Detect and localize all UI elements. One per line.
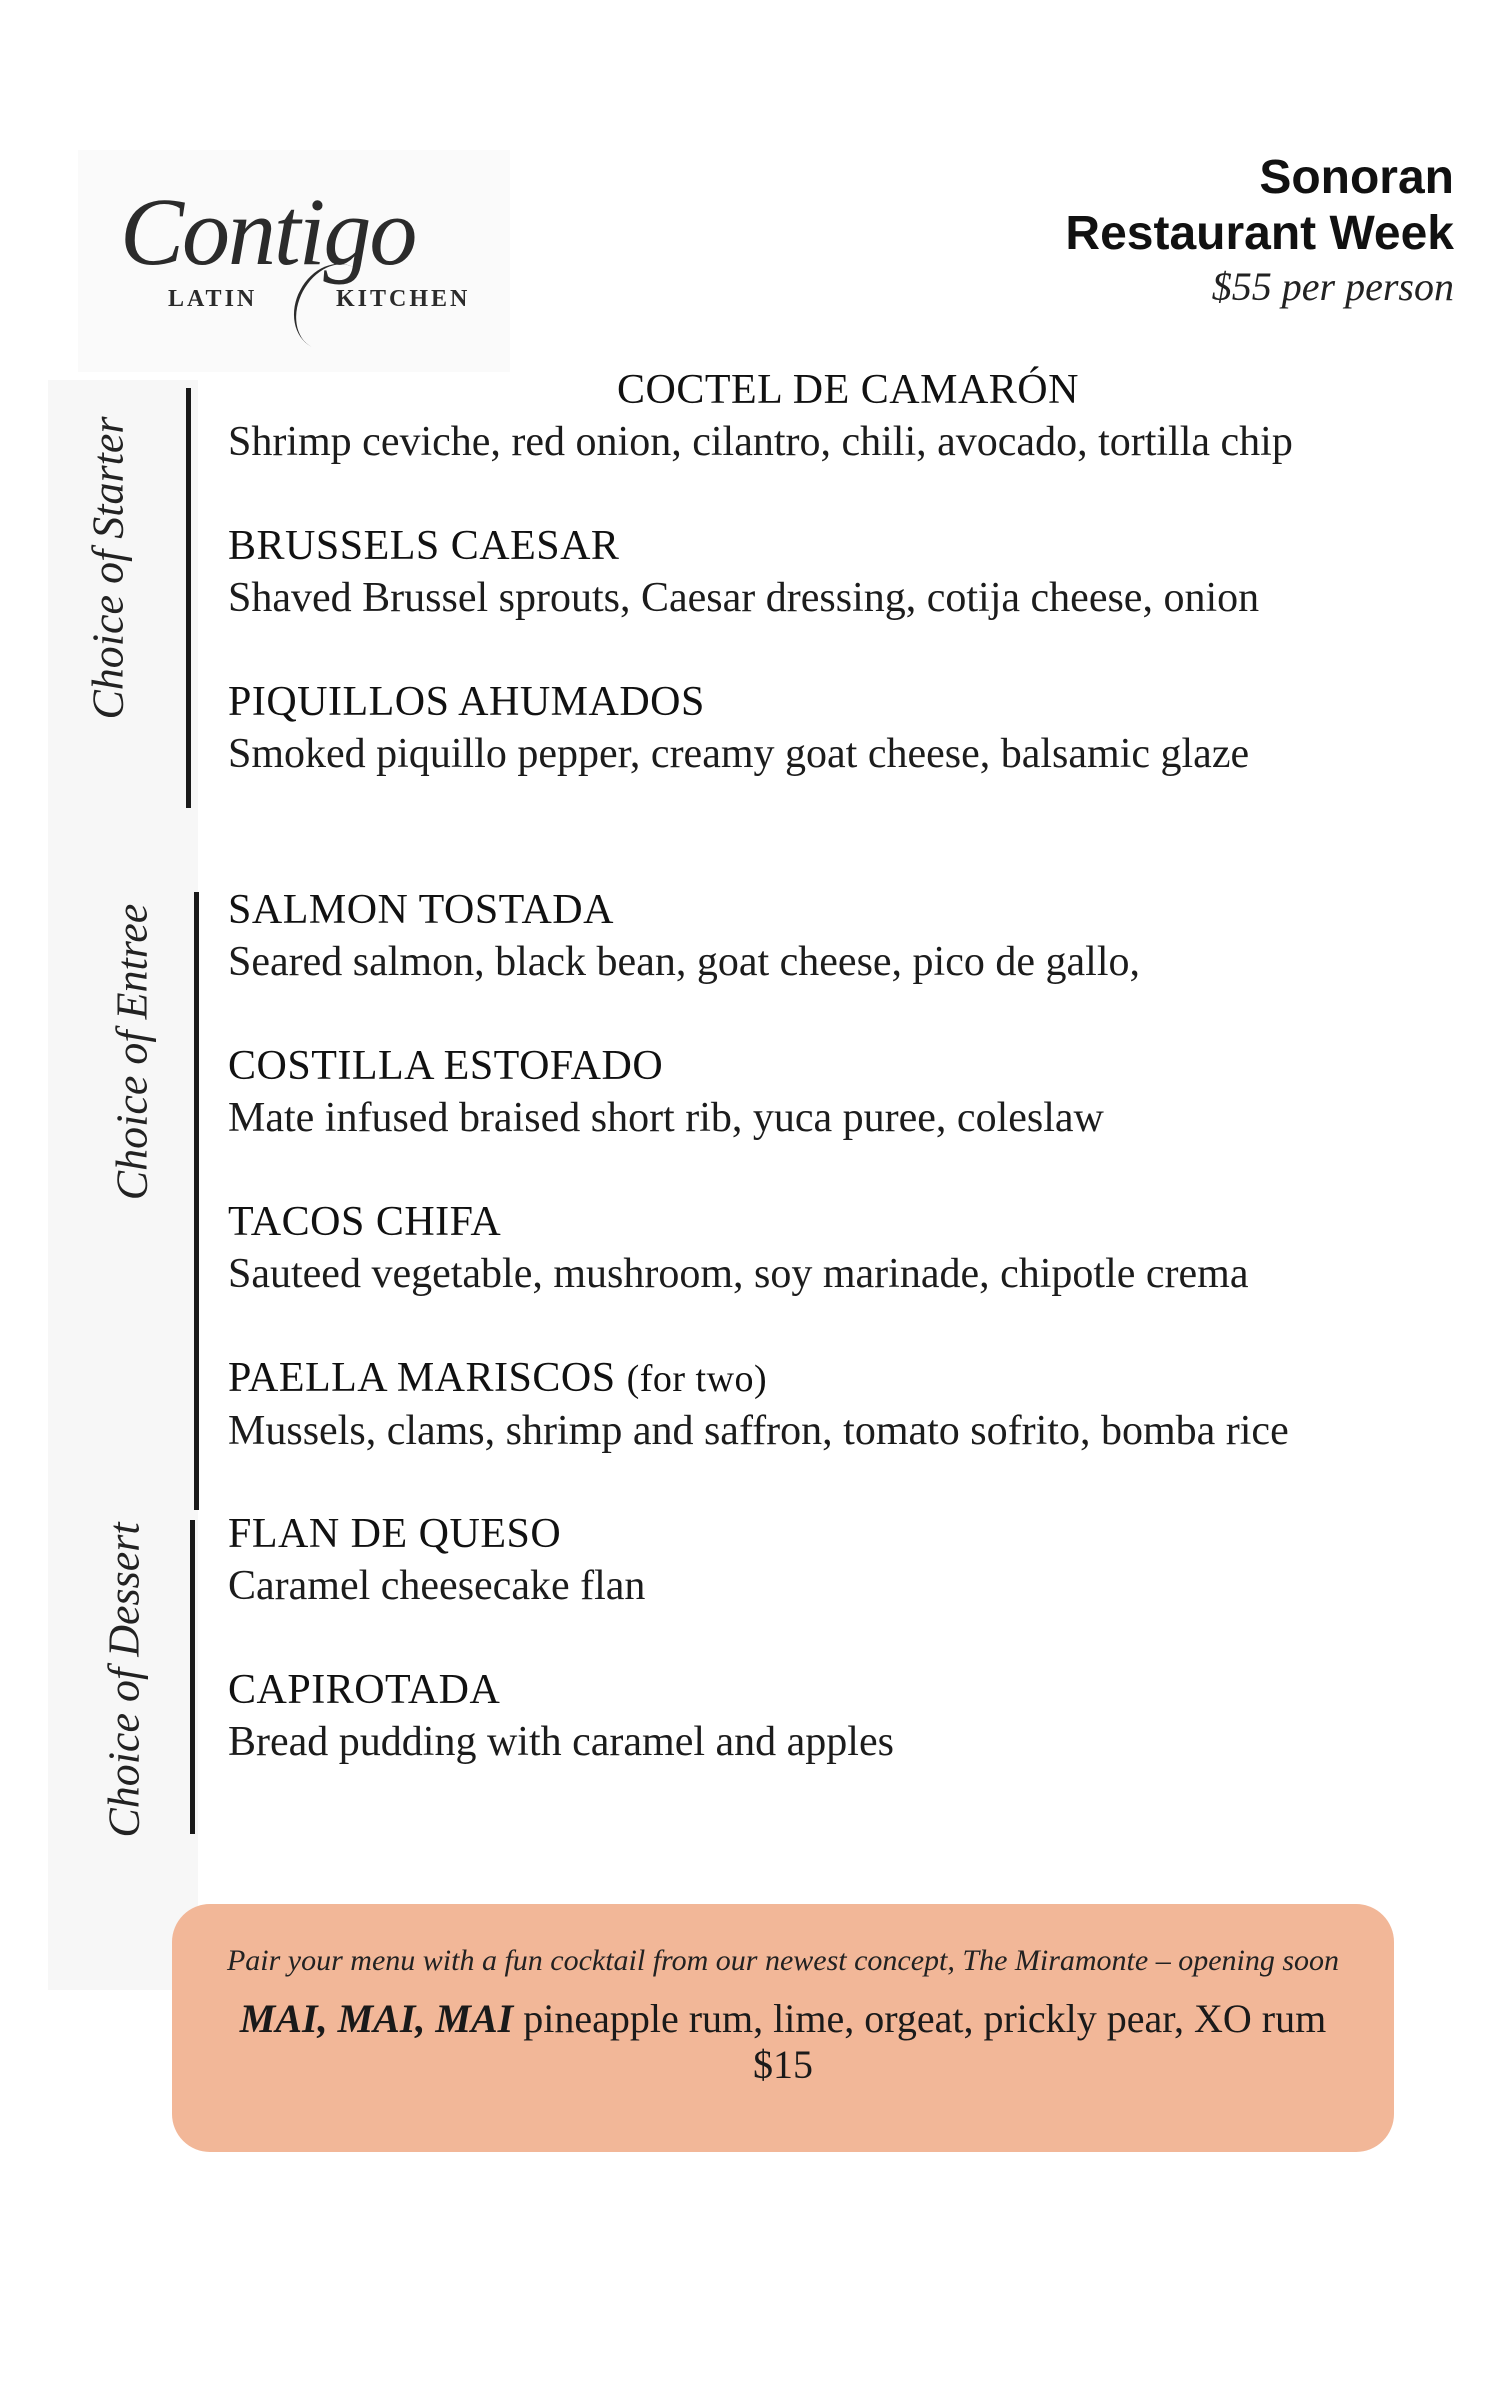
menu-item-name: PIQUILLOS AHUMADOS bbox=[228, 679, 705, 725]
menu-item bbox=[228, 1352, 1289, 1457]
restaurant-logo bbox=[78, 150, 510, 372]
menu-item-name: TACOS CHIFA bbox=[228, 1199, 502, 1245]
menu-item-description: Sauteed vegetable, mushroom, soy marinade, chipotle crema bbox=[228, 1251, 1249, 1297]
event-header bbox=[1065, 150, 1454, 312]
menu-item-name-text: PAELLA MARISCOS bbox=[228, 1355, 616, 1401]
menu-item-description: Mate infused braised short rib, yuca puree, coleslaw bbox=[228, 1095, 1104, 1141]
logo-kitchen-text: KITCHEN bbox=[336, 286, 471, 312]
entree-divider bbox=[194, 892, 199, 1510]
logo-latin-text: LATIN bbox=[168, 286, 258, 312]
starter-section-label: Choice of Starter bbox=[83, 416, 133, 720]
starter-divider bbox=[186, 388, 191, 808]
promo-cocktail-line bbox=[172, 1996, 1394, 2042]
cocktail-promo-box bbox=[172, 1904, 1394, 2152]
menu-item bbox=[228, 520, 1259, 624]
event-title-line1: Sonoran bbox=[1259, 151, 1454, 204]
menu-item bbox=[228, 1664, 894, 1768]
menu-item-description: Smoked piquillo pepper, creamy goat cheese, balsamic glaze bbox=[228, 731, 1250, 777]
menu-item bbox=[228, 1508, 645, 1612]
menu-item-description: Bread pudding with caramel and apples bbox=[228, 1719, 894, 1765]
dessert-divider bbox=[190, 1520, 195, 1834]
logo-script-text: Contigo bbox=[120, 178, 416, 285]
menu-item bbox=[228, 364, 1468, 468]
menu-item-note: (for two) bbox=[626, 1358, 768, 1400]
menu-item-name: SALMON TOSTADA bbox=[228, 887, 614, 933]
menu-item bbox=[228, 884, 1140, 988]
promo-cocktail-name: MAI, MAI, MAI bbox=[239, 1996, 514, 2041]
menu-item-name: FLAN DE QUESO bbox=[228, 1511, 562, 1557]
menu-item-name: BRUSSELS CAESAR bbox=[228, 523, 620, 569]
promo-note: Pair your menu with a fun cocktail from our newest concept, The Miramonte – opening soon bbox=[226, 1944, 1340, 1977]
menu-item-name bbox=[228, 364, 1468, 416]
menu-item-name bbox=[228, 1352, 1289, 1405]
event-price: $55 per person bbox=[1211, 264, 1454, 309]
menu-item-name: COSTILLA ESTOFADO bbox=[228, 1043, 664, 1089]
menu-item-name-text: COCTEL DE CAMARÓN bbox=[617, 367, 1079, 413]
menu-item-description: Mussels, clams, shrimp and saffron, tomato sofrito, bomba rice bbox=[228, 1408, 1289, 1454]
entree-section-label: Choice of Entree bbox=[107, 903, 157, 1201]
menu-item-description: Shaved Brussel sprouts, Caesar dressing, cotija cheese, onion bbox=[228, 575, 1260, 621]
promo-cocktail-description: pineapple rum, lime, orgeat, prickly pear, XO rum bbox=[523, 1996, 1327, 2041]
menu-item bbox=[228, 676, 1249, 780]
event-title-line2: Restaurant Week bbox=[1065, 207, 1454, 260]
menu-item-description: Shrimp ceviche, red onion, cilantro, chili, avocado, tortilla chip bbox=[228, 419, 1293, 465]
menu-item-description: Caramel cheesecake flan bbox=[228, 1563, 646, 1609]
promo-price: $15 bbox=[753, 2042, 813, 2087]
menu-item-description: Seared salmon, black bean, goat cheese, pico de gallo, bbox=[228, 939, 1140, 985]
menu-item bbox=[228, 1040, 1104, 1144]
menu-item-name: CAPIROTADA bbox=[228, 1667, 501, 1713]
dessert-section-label: Choice of Dessert bbox=[99, 1522, 149, 1838]
menu-item bbox=[228, 1196, 1249, 1300]
